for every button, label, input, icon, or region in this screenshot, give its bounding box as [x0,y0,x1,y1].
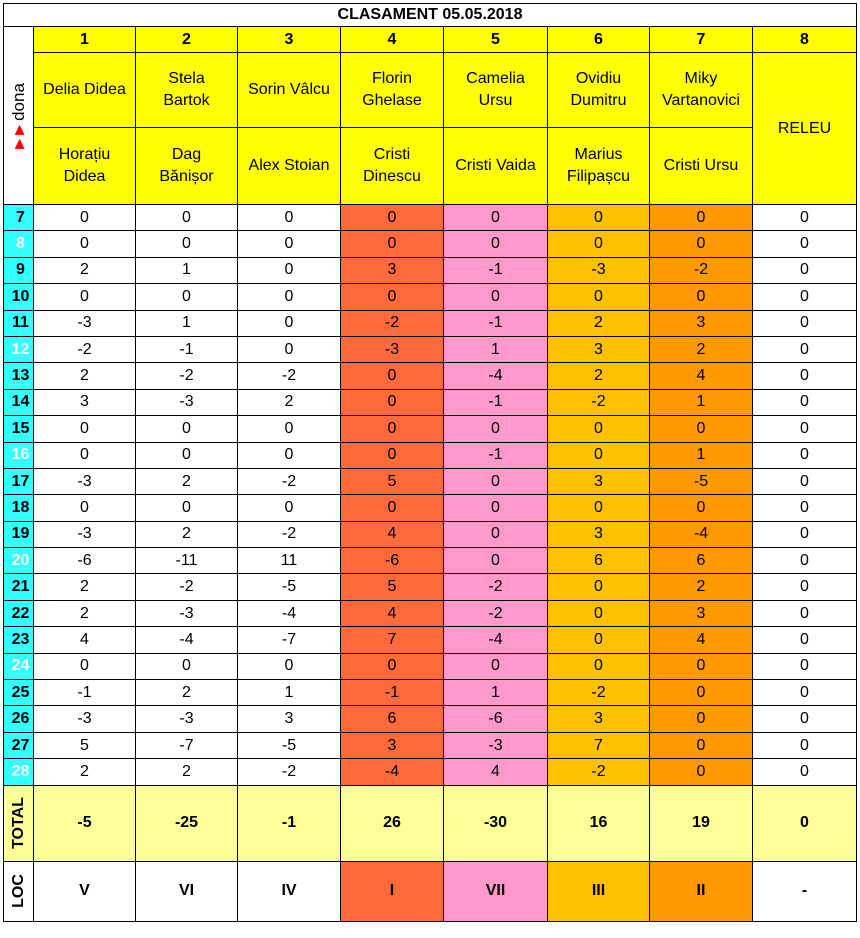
player-name-line: Miky [684,70,718,87]
score-cell: 0 [34,205,136,231]
table-row [4,284,857,310]
score-cell: 2 [34,363,136,389]
score-cell: -4 [650,521,753,547]
score-cell: 0 [650,680,753,706]
score-cell: 0 [753,548,857,574]
player-name-line: Bartok [163,92,210,109]
page-title: CLASAMENT 05.05.2018 [4,4,857,27]
score-cell: 0 [34,495,136,521]
table-row [4,310,857,336]
score-cell: 0 [650,653,753,679]
player-name-line: Delia Didea [43,81,126,98]
dona-number: 28 [4,759,34,785]
score-cell: 0 [136,442,238,468]
score-cell: -4 [136,627,238,653]
score-cell: -2 [341,310,444,336]
score-cell: 4 [34,627,136,653]
score-cell: 3 [341,257,444,283]
total-cell: 16 [548,785,650,861]
score-cell: 0 [444,468,548,494]
score-cell: -4 [444,627,548,653]
score-cell: 0 [548,653,650,679]
score-cell: 6 [341,706,444,732]
score-cell: -3 [136,706,238,732]
table-row [4,521,857,547]
score-cell: 1 [136,257,238,283]
score-cell: 0 [753,284,857,310]
score-cell: 0 [650,732,753,758]
table-row [4,732,857,758]
score-cell: 5 [341,574,444,600]
releu-header: RELEU [753,53,857,205]
score-cell: -1 [341,680,444,706]
team-1-player-1 [34,53,136,128]
score-cell: 3 [548,468,650,494]
total-label-cell [4,785,34,861]
score-cell: 0 [444,653,548,679]
team-number-7: 7 [650,27,753,53]
score-cell: 0 [238,284,341,310]
score-cell: 0 [548,205,650,231]
score-cell: 0 [341,495,444,521]
dona-number: 15 [4,416,34,442]
dona-number: 16 [4,442,34,468]
score-cell: -3 [34,468,136,494]
score-cell: 0 [753,600,857,626]
score-cell: 2 [34,257,136,283]
team-6-player-2 [548,128,650,205]
score-cell: 4 [444,759,548,785]
total-cell: 0 [753,785,857,861]
player-name-line: Florin [371,70,412,87]
score-cell: -3 [34,310,136,336]
score-cell: 0 [753,495,857,521]
score-cell: -3 [136,389,238,415]
score-cell: -3 [34,706,136,732]
loc-cell: III [548,861,650,921]
score-cell: 0 [753,627,857,653]
team-6-player-1 [548,53,650,128]
score-cell: -1 [136,336,238,362]
dona-number: 23 [4,627,34,653]
score-cell: 1 [650,442,753,468]
triangle-down-icon: ▶ [10,124,26,135]
score-cell: 3 [341,732,444,758]
loc-cell: I [341,861,444,921]
team-number-5: 5 [444,27,548,53]
score-cell: 0 [753,732,857,758]
score-cell: 2 [34,574,136,600]
table-row [4,706,857,732]
table-row [4,257,857,283]
score-cell: -2 [238,759,341,785]
team-number-6: 6 [548,27,650,53]
score-cell: 0 [238,495,341,521]
table-row [4,627,857,653]
team-1-player-2 [34,128,136,205]
score-cell: 0 [238,310,341,336]
score-cell: 0 [753,759,857,785]
score-cell: -1 [444,442,548,468]
table-row [4,600,857,626]
player-name-line: Didea [63,168,106,185]
score-cell: -5 [238,732,341,758]
score-cell: -2 [238,468,341,494]
score-cell: 0 [650,706,753,732]
score-cell: -2 [136,363,238,389]
team-number-4: 4 [341,27,444,53]
player-name-line: Stela [168,70,205,87]
dona-number: 17 [4,468,34,494]
dona-number: 27 [4,732,34,758]
score-cell: 0 [34,231,136,257]
score-cell: -4 [238,600,341,626]
team-number-8: 8 [753,27,857,53]
score-cell: 0 [753,680,857,706]
dona-number: 25 [4,680,34,706]
table-row [4,680,857,706]
dona-number: 7 [4,205,34,231]
loc-label: LOC [9,874,27,908]
score-cell: 3 [650,310,753,336]
score-cell: 0 [341,231,444,257]
score-cell: 0 [548,600,650,626]
score-cell: 0 [444,548,548,574]
score-cell: 0 [444,205,548,231]
score-cell: 6 [548,548,650,574]
score-cell: -5 [650,468,753,494]
score-cell: 2 [34,759,136,785]
table-row [4,205,857,231]
dona-number: 22 [4,600,34,626]
score-cell: 2 [548,363,650,389]
team-5-player-2 [444,128,548,205]
score-cell: -1 [34,680,136,706]
dona-number: 8 [4,231,34,257]
score-cell: 1 [136,310,238,336]
score-cell: 3 [548,521,650,547]
score-cell: 1 [650,389,753,415]
dona-number: 9 [4,257,34,283]
table-row [4,442,857,468]
score-cell: 0 [341,363,444,389]
score-cell: 0 [341,284,444,310]
score-cell: 0 [136,284,238,310]
loc-cell: IV [238,861,341,921]
score-cell: 0 [753,336,857,362]
player-name-line: Cristi [373,146,411,163]
score-cell: -6 [34,548,136,574]
score-cell: -4 [341,759,444,785]
score-cell: 0 [341,442,444,468]
dona-number: 13 [4,363,34,389]
table-row [4,759,857,785]
dona-header [4,27,34,205]
player-name-line: Cristi Ursu [663,157,739,174]
score-cell: 3 [650,600,753,626]
score-cell: -1 [444,310,548,336]
score-cell: -3 [341,336,444,362]
score-cell: 0 [753,574,857,600]
loc-label-cell [4,861,34,921]
team-7-player-2 [650,128,753,205]
score-cell: -2 [136,574,238,600]
score-cell: 0 [444,521,548,547]
score-cell: -3 [548,257,650,283]
player-name-line: Ovidiu [575,70,622,87]
loc-row [4,861,857,921]
total-cell: -5 [34,785,136,861]
total-cell: 26 [341,785,444,861]
score-cell: -6 [444,706,548,732]
triangle-down-icon: ▶ [10,138,26,149]
player-name-line: Horațiu [58,146,111,163]
score-cell: -2 [548,759,650,785]
score-cell: 0 [238,442,341,468]
score-cell: 0 [341,205,444,231]
dona-number: 11 [4,310,34,336]
score-cell: 0 [753,521,857,547]
score-cell: 7 [548,732,650,758]
player-name-line: Dumitru [570,92,627,109]
team-2-player-2 [136,128,238,205]
table-row [4,574,857,600]
loc-cell: - [753,861,857,921]
score-cell: 0 [238,205,341,231]
score-cell: -3 [136,600,238,626]
dona-number: 12 [4,336,34,362]
player-name-line: Alex Stoian [248,157,330,174]
team-number-2: 2 [136,27,238,53]
score-cell: 4 [341,600,444,626]
score-cell: 0 [238,653,341,679]
score-cell: 0 [753,257,857,283]
dona-number: 14 [4,389,34,415]
score-cell: 0 [548,442,650,468]
score-cell: 0 [753,310,857,336]
total-row [4,785,857,861]
score-cell: 0 [753,389,857,415]
score-cell: 0 [444,416,548,442]
score-cell: -2 [238,363,341,389]
score-cell: -2 [650,257,753,283]
team-4-player-1 [341,53,444,128]
score-cell: 0 [650,495,753,521]
score-cell: 0 [341,653,444,679]
team-3-player-2 [238,128,341,205]
team-7-player-1 [650,53,753,128]
score-cell: 4 [341,521,444,547]
score-cell: 0 [548,231,650,257]
total-cell: -1 [238,785,341,861]
total-cell: 19 [650,785,753,861]
table-row [4,231,857,257]
score-cell: 2 [136,680,238,706]
dona-label: dona [8,82,28,121]
score-cell: -5 [238,574,341,600]
score-cell: 4 [650,363,753,389]
score-cell: 5 [34,732,136,758]
score-cell: -1 [444,389,548,415]
team-2-player-1 [136,53,238,128]
player-name-line: Marius [574,146,623,163]
player-name-line: Camelia [466,70,525,87]
score-cell: 0 [753,653,857,679]
score-cell: 0 [34,284,136,310]
score-cell: 0 [238,257,341,283]
player-name-line: Ursu [478,92,513,109]
score-cell: 0 [238,336,341,362]
dona-number: 26 [4,706,34,732]
loc-cell: VII [444,861,548,921]
score-cell: 0 [753,231,857,257]
score-cell: 5 [341,468,444,494]
loc-cell: II [650,861,753,921]
score-cell: 3 [238,706,341,732]
dona-label-group [9,41,29,191]
player-name-line: Dinescu [363,168,421,185]
table-row [4,653,857,679]
total-cell: -25 [136,785,238,861]
table-row [4,389,857,415]
score-cell: 0 [341,416,444,442]
table-row [4,495,857,521]
score-cell: 0 [444,495,548,521]
score-cell: -2 [238,521,341,547]
team-5-player-1 [444,53,548,128]
score-cell: 0 [136,653,238,679]
total-label: TOTAL [9,797,27,850]
score-cell: 2 [136,468,238,494]
score-cell: 1 [238,680,341,706]
loc-cell: V [34,861,136,921]
score-cell: 0 [753,416,857,442]
score-cell: 3 [548,336,650,362]
score-cell: 0 [548,495,650,521]
score-cell: 3 [548,706,650,732]
score-cell: -7 [136,732,238,758]
standings-table [3,3,857,922]
score-cell: 0 [753,706,857,732]
score-cell: 0 [548,574,650,600]
score-cell: -7 [238,627,341,653]
score-cell: -1 [444,257,548,283]
score-cell: 0 [238,231,341,257]
score-cell: -2 [444,600,548,626]
score-cell: 0 [650,231,753,257]
score-cell: 0 [753,363,857,389]
score-cell: 0 [444,231,548,257]
score-cell: 0 [136,416,238,442]
score-cell: 0 [136,495,238,521]
score-cell: -11 [136,548,238,574]
player-name-line: Sorin Vâlcu [248,81,330,98]
player-name-line: Dag [171,146,202,163]
player-name-line: Bănișor [159,168,214,185]
score-cell: 2 [34,600,136,626]
table-row [4,468,857,494]
loc-cell: VI [136,861,238,921]
score-cell: 2 [238,389,341,415]
score-cell: 2 [548,310,650,336]
score-cell: 6 [650,548,753,574]
score-cell: 0 [548,416,650,442]
score-cell: 0 [34,442,136,468]
team-4-player-2 [341,128,444,205]
score-cell: -3 [34,521,136,547]
player-name-line: Vartanovici [662,92,740,109]
score-cell: 2 [136,759,238,785]
score-cell: 0 [548,627,650,653]
score-cell: 11 [238,548,341,574]
dona-number: 24 [4,653,34,679]
player-name-line: Ghelase [362,92,422,109]
score-cell: 0 [136,205,238,231]
score-cell: 0 [753,468,857,494]
score-cell: 0 [341,389,444,415]
score-cell: 0 [136,231,238,257]
score-cell: 0 [650,759,753,785]
dona-number: 20 [4,548,34,574]
score-cell: 1 [444,680,548,706]
score-cell: -6 [341,548,444,574]
table-row [4,416,857,442]
table-row [4,363,857,389]
team-number-3: 3 [238,27,341,53]
score-cell: 1 [444,336,548,362]
player-name-line: Filipașcu [566,168,631,185]
table-row [4,336,857,362]
score-cell: 0 [650,416,753,442]
score-cell: -2 [444,574,548,600]
score-cell: -4 [444,363,548,389]
score-cell: -2 [548,389,650,415]
score-cell: 3 [34,389,136,415]
score-cell: -3 [444,732,548,758]
table-row [4,548,857,574]
dona-number: 10 [4,284,34,310]
score-cell: 4 [650,627,753,653]
score-cell: 0 [238,416,341,442]
score-cell: -2 [34,336,136,362]
total-cell: -30 [444,785,548,861]
score-cell: 2 [650,336,753,362]
score-cell: 0 [444,284,548,310]
score-cell: 0 [650,205,753,231]
player-name-line: Cristi Vaida [455,157,536,174]
score-cell: 2 [650,574,753,600]
score-cell: -2 [548,680,650,706]
score-cell: 0 [34,416,136,442]
team-number-1: 1 [34,27,136,53]
score-cell: 2 [136,521,238,547]
dona-number: 21 [4,574,34,600]
dona-number: 19 [4,521,34,547]
score-cell: 0 [753,442,857,468]
dona-number: 18 [4,495,34,521]
score-cell: 0 [650,284,753,310]
team-3-player-1 [238,53,341,128]
score-cell: 0 [753,205,857,231]
score-cell: 0 [548,284,650,310]
score-cell: 7 [341,627,444,653]
score-cell: 0 [34,653,136,679]
